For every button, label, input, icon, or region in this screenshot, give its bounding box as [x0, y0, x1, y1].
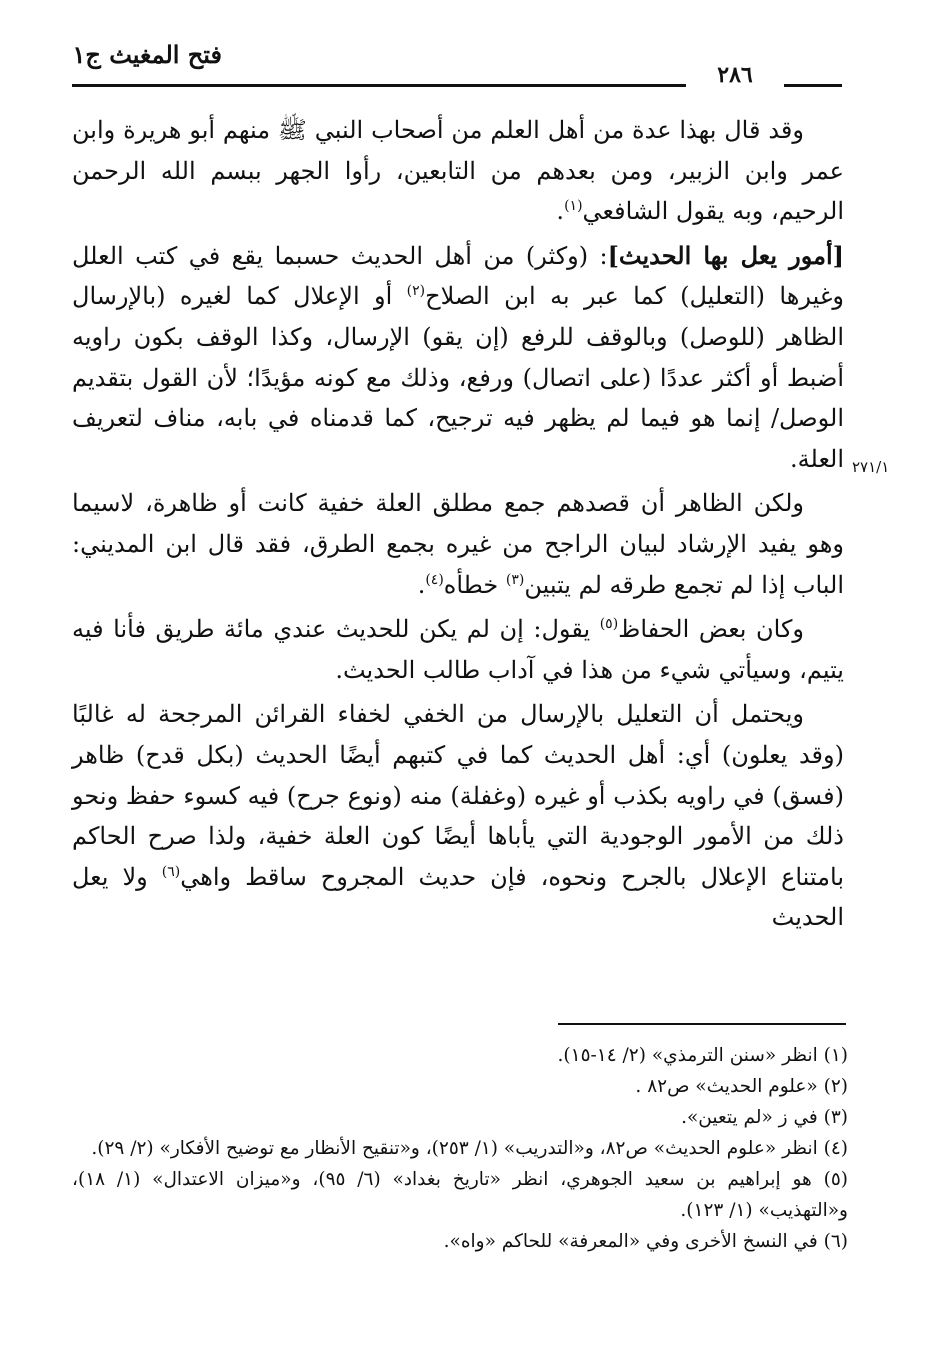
running-title: فتح المغيث ج١ — [72, 40, 222, 69]
footnote: (٦) في النسخ الأخرى وفي «المعرفة» للحاكم «واه». — [443, 1231, 848, 1252]
footnote: (٥) هو إبراهيم بن سعيد الجوهري، انظر «تاريخ بغداد» (٦/ ٩٥)، و«ميزان الاعتدال» (١/ ١٨)، و«التهذيب» (١/ ١٢٣). — [72, 1169, 848, 1221]
paragraph-text: يقول: إن لم يكن للحديث عندي مائة طريق فأنا فيه يتيم، وسيأتي شيء من هذا في آداب طالب الحديث. — [72, 615, 844, 684]
paragraph — [72, 609, 844, 690]
header-rule — [72, 84, 686, 87]
footnote-marker: (٥) — [599, 616, 619, 633]
footnote-marker: (١) — [564, 198, 583, 215]
paragraph — [72, 483, 844, 605]
footnote-marker: (٤) — [425, 571, 444, 588]
footnote-separator — [558, 1023, 846, 1025]
footnote-marker: (٣) — [505, 571, 525, 588]
paragraph-text: وكان بعض الحفاظ — [618, 615, 804, 644]
paragraph-text: ولكن الظاهر أن قصدهم جمع مطلق العلة خفية كانت أو ظاهرة، لاسيما وهو يفيد الإرشاد لبيان الراجح من غيره بجمع الطرق، فقد قال ابن المديني: الباب إذا لم تجمع طرقه لم يتبين — [72, 489, 844, 599]
paragraph-text: ويحتمل أن التعليل بالإرسال من الخفي لخفاء القرائن المرجحة له غالبًا (وقد يعلون) أي: أهل الحديث كما في كتبهم أيضًا الحديث (بكل قدح) ظاهر (فسق) في راويه بكذب أو غيره (وغفلة) منه (ونوع جرح) فيه كسوء حفظ ونحو ذلك من الأمور الوجودية التي يأباها أيضًا كون العلة خفية، ولذا صرح الحاكم بامتناع الإعلال بالجرح ونحوه، فإن حديث المجروح ساقط واهي — [72, 700, 845, 891]
footnotes — [72, 1040, 848, 1257]
paragraph-text: ولا يعل الحديث — [72, 862, 844, 932]
paragraph-text: . — [556, 197, 565, 226]
paragraph-text: . — [417, 570, 426, 599]
main-text — [72, 110, 844, 942]
paragraph — [72, 236, 844, 480]
page-number: ٢٨٦ — [717, 62, 753, 88]
footnote: (١) انظر «سنن الترمذي» (٢/ ١٤-١٥). — [557, 1045, 848, 1066]
header-rule-short — [784, 84, 842, 87]
paragraph — [72, 694, 844, 938]
paragraph-text: وقد قال بهذا عدة من أهل العلم من أصحاب النبي ﷺ منهم أبو هريرة وابن عمر وابن الزبير، ومن بعدهم من التابعين، رأوا الجهر ببسم الله الرحمن الرحيم، وبه يقول الشافعي — [72, 116, 844, 226]
section-heading: [أمور يعل بها الحديث] — [607, 240, 845, 270]
footnote-marker: (٦) — [161, 863, 181, 880]
paragraph-text: : (وكثر) من أهل الحديث حسبما يقع في كتب العلل وغيرها (التعليل) كما عبر به ابن الصلاح — [72, 241, 845, 311]
footnote: (٣) في ز «لم يتعين». — [681, 1107, 848, 1128]
paragraph-text: أو الإعلال كما لغيره (بالإرسال الظاهر (للوصل) وبالوقف للرفع (إن يقو) الإرسال، وكذا الوقف بكون راويه أضبط أو أكثر عددًا (على اتصال) ورفع، وذلك مع كونه مؤيدًا؛ لأن القول بتقديم الوصل/ إنما هو فيما لم يظهر فيه ترجيح، كما قدمناه في بابه، مناف لتعريف العلة. — [72, 282, 844, 473]
paragraph — [72, 110, 844, 232]
footnote: (٤) انظر «علوم الحديث» ص٨٢، و«التدريب» (١/ ٢٥٣)، و«تنقيح الأنظار مع توضيح الأفكار» (٢/ ٢٩). — [91, 1138, 848, 1159]
margin-reference: ٢٧١/١ — [852, 458, 890, 476]
paragraph-text: خطأه — [443, 570, 506, 599]
footnote: (٢) «علوم الحديث» ص٨٢ . — [635, 1076, 848, 1097]
footnote-marker: (٢) — [406, 283, 426, 300]
